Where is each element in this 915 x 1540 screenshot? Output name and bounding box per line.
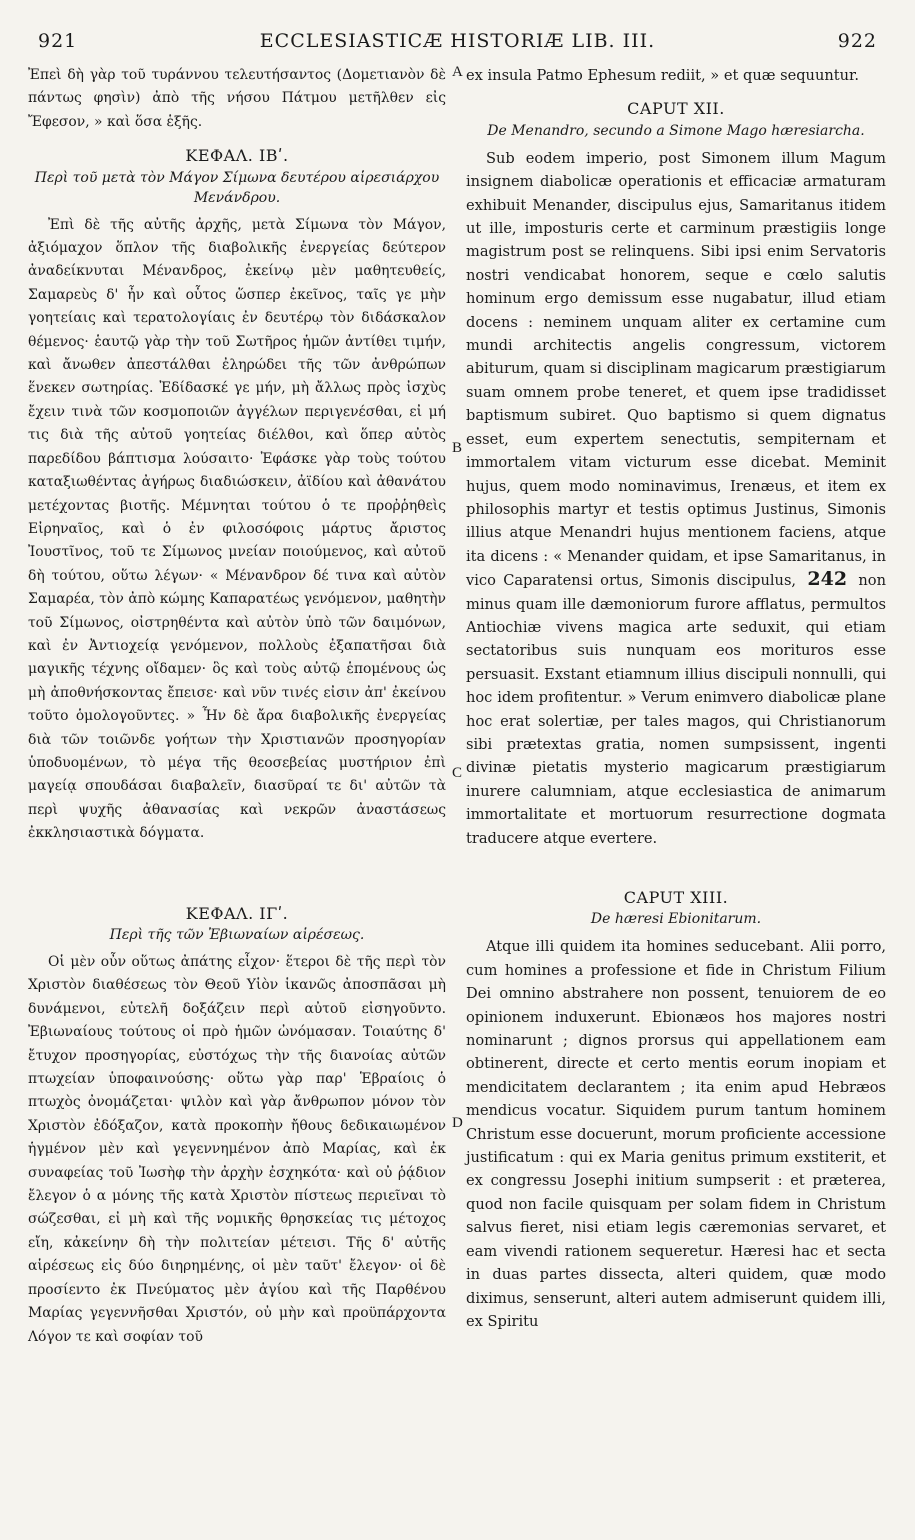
greek-chapter13-heading: ΚΕΦΑΛ. ΙΓʹ. [185,903,289,923]
latin-intro: ex insula Patmo Ephesum rediit, » et quæ sequuntur. [466,67,860,84]
latin-chapter13-title: De hæresi Ebionitarum. [590,911,762,928]
greek-chapter12-text: Ἐπὶ δὲ τῆς αὐτῆς ἀρχῆς, μετὰ Σίμωνα τὸν Μάγον, ἀξιόμαχον ὅπλον τῆς διαβολικῆς ἐνεργείας δεύτερον ἀναδείκνυται Μένανδρος, ἐκείνῳ μὲν μαθητευθείς, Σαμαρεὺς δ' ἦν καὶ οὗτος ὥσπερ ἐκεῖνος, ταῖς γε μὴν γοητείαις καὶ τερατολογίαις ἐν δευτέρῳ τὸν διδάσκαλον θέμενος· ἑαυτῷ γὰρ τὴν τοῦ Σωτῆρος ἡμῶν ἀντίθει τιμήν, καὶ ἄνωθεν ἀπεστάλθαι ἐληρώδει τῆς τῶν ἀνθρώπων ἕνεκεν σωτηρίας. Ἐδίδασκέ γε μήν, μὴ ἄλλως πρὸς ἰσχὺς ἔχειν τινὰ τῶν κοσμοποιῶν ἀγγέλων περιγενέσθαι, εἰ μή τις διὰ τῆς αὐτοῦ γοητείας διέλθοι, καὶ ὅπερ αὐτὸς παρεδίδου βάπτισμα λούσαιτο· Ἐφάσκε γὰρ τοὺς τούτου καταξιωθέντας ἀγήρως διαδιώσκειν, ἀϊδίου καὶ ἀθανάτου μετέχοντας βιοτῆς. Μέμνηται τούτου ὁ τε προῤῥηθεὶς Εἰρηναῖος, καὶ ὁ ἐν φιλοσόφοις μάρτυς ἄριστος Ἰουστῖνος, τοῦ τε Σίμωνος μνείαν ποιούμενος, καὶ αὐτοῦ δὴ τούτου, οὕτω λέγων· « Μένανδρον δέ τινα καὶ αὐτὸν Σαμαρέα, τὸν ἀπὸ κώμης Καπαρατέως γενόμενον, μαθητὴν τοῦ Σίμωνος, οἰστρηθέντα καὶ αὐτὸν ὑπὸ τῶν δαιμόνων, καὶ ἐν Ἀντιοχείᾳ γενόμενον, πολλοὺς ἐξαπατῆσαι διὰ μαγικῆς τέχνης οἴδαμεν· ὃς καὶ τοὺς αὐτῷ ἑπομένους ὡς μὴ ἀποθνήσκοντας ἔπεισε· καὶ νῦν τινές εἰσιν ἀπ' ἐκείνου τοῦτο ὁμολογοῦντες. » Ἦν δὲ ἄρα διαβολικῆς ἐνεργείας διὰ τῶν τοιῶνδε γοήτων τὴν Χριστιανῶν προσηγορίαν ὑποδυομένων, τὸ μέγα τῆς θεοσεβείας μυστήριον ἐπὶ μαγείᾳ σπουδάσαι διαβαλεῖν, διασῦραί τε δι' αὐτῶν τὰ περὶ ψυχῆς ἀθανασίας καὶ νεκρῶν ἀναστάσεως ἐκκλησιαστικὰ δόγματα. [28,216,446,842]
margin-letter-d: D [452,1115,463,1131]
greek-intro: Ἐπεὶ δὴ γὰρ τοῦ τυράννου τελευτήσαντος (Δομετιανὸν δὲ πάντως φησὶν) ἀπὸ τῆς νήσου Πάτμου μετῆλθεν εἰς Ἔφεσον, » καὶ ὅσα ἑξῆς. [28,67,446,130]
greek-chapter12-title: Περὶ τοῦ μετὰ τὸν Μάγον Σίμωνα δευτέρου αἱρεσιάρχου Μενάνδρου. [34,169,440,206]
page-marker: 242 [807,568,848,591]
greek-chapter13-title: Περὶ τῆς τῶν Ἐβιωναίων αἱρέσεως. [109,927,365,943]
margin-letter-a: A [452,64,463,80]
latin-chapter12-text-a: Sub eodem imperio, post Simonem illum Magum insignem diabolicæ operationis et efficaciæ armaturam exhibuit Menander, discipulus ejus, Samaritanus itidem ut ille, imposturis certe et carminum præstigiis longe magistrum post se relinquens. Sibi ipsi enim Servatoris nostri vendicabat honorem, seque e cœlo salutis hominum ergo demissum esse nugabatur, illud etiam docens : neminem unquam aliter ex certamine cum mundi architectis angelis congressum, victorem abiturum, quam si disciplinam magicarum præstigiarum suam omnem probe teneret, et quem ipse tradidisset baptismum subiret. Quo baptismo si quem dignatus esset, eum expertem senectutis, sempiternam et immortalem vitam victurum esse dicebat. Meminit hujus, quem modo nominavimus, Irenæus, et item ex philosophis martyr et testis optimus Justinus, Simonis illius atque Menandri hujus mentionem faciens, atque ita dicens : « Menander quidam, et ipse Samaritanus, in vico Caparatensi ortus, Simonis discipulus, [466,149,886,590]
page-header [38,30,877,60]
page-number-left: 921 [38,30,78,52]
greek-column [28,64,446,1500]
page-number-right: 922 [837,30,877,52]
greek-chapter13-text: Οἱ μὲν οὖν οὕτως ἀπάτης εἶχον· ἕτεροι δὲ τῆς περὶ τὸν Χριστὸν διαθέσεως τὸν Θεοῦ Υἱὸν ἱκανῶς ἀποσπᾶσαι μὴ δυνάμενοι, εὐτελῆ δοξάζειν περὶ αὐτοῦ εἰσηγοῦντο. Ἐβιωναίους τούτους οἱ πρὸ ἡμῶν ὠνόμασαν. Τοιαύτης δ' ἔτυχον προσηγορίας, εὐστόχως τὴν τῆς διανοίας αὐτῶν πτωχείαν ὑποφαινούσης· οὕτω γὰρ παρ' Ἑβραίοις ὁ πτωχὸς ὀνομάζεται· ψιλὸν καὶ γὰρ ἄνθρωπον μόνον τὸν Χριστὸν ἐδόξαζον, κατὰ προκοπὴν ἤθους δεδικαιωμένον ἡγμένον μὲν καὶ γεγεννημένον ἀπὸ Μαρίας, καὶ ἐκ συναφείας τοῦ Ἰωσὴφ τὴν ἀρχὴν ἐσχηκότα· καὶ οὐ ῥᾴδιον ἔλεγον ὁ α μόνης τῆς κατὰ Χριστὸν πίστεως περιεῖναι τὸ σώζεσθαι, εἰ μὴ καὶ τῆς νομικῆς θρησκείας τις μέτοχος εἴη, κἀκείνην δὴ τὴν πολιτείαν μέτεισι. Τῆς δ' αὐτῆς αἱρέσεως εἰς δύο διηρημένης, οἱ μὲν ταῦτ' ἔλεγον· οἱ δὲ προσίεντο ἐκ Πνεύματος μὲν ἁγίου καὶ τῆς Παρθένου Μαρίας γεγεννῆσθαι Χριστόν, οὐ μὴν καὶ προϋπάρχοντα Λόγον τε καὶ σοφίαν τοῦ [28,954,446,1345]
greek-chapter12-heading: ΚΕΦΑΛ. ΙΒʹ. [185,146,289,166]
latin-chapter12-heading: CAPUT XII. [627,99,725,119]
latin-column [466,64,886,1500]
latin-chapter12-title: De Menandro, secundo a Simone Mago hæresiarcha. [487,122,865,139]
running-title: ECCLESIASTICÆ HISTORIÆ LIB. III. [259,30,656,52]
latin-chapter12-text [466,147,886,850]
margin-letter-c: C [452,765,463,781]
latin-chapter13-text: Atque illi quidem ita homines seducebant. Alii porro, cum homines a professione et fide in Christum Filium Dei omnino abstrahere non possent, tenuiorem de eo opinionem induxerunt. Ebionæos hos majores nostri nominarunt ; dignos prorsus qui appellationem eam obtinerent, directe et certo mentis eorum inopiam et mendicitatem declarantem ; ita enim apud Hebræos mendicus vocatur. Siquidem purum tantum hominem Christum esse docuerunt, morum proficiente accessione justificatum : qui ex Maria genitus primum exstiterit, et ex congressu Josephi initium sumpserit : et præterea, quod non facile quisquam per solam fidem in Christum salvus fieret, nisi etiam legis cæremonias servaret, et eam vivendi rationem sequeretur. Hæresi hac et secta in duas partes dissecta, alteri quidem, quæ modo diximus, senserunt, alteri autem admiserunt quidem illi, ex Spiritu [466,938,886,1330]
latin-chapter12-text-b: non minus quam ille dæmoniorum furore afflatus, permultos Antiochiæ vivens magica arte seduxit, qui etiam sectatoribus suis nunquam eos morituros esse persuasit. Exstant etiamnum illius discipuli nonnulli, qui hoc idem profitentur. » Verum enimvero diabolicæ plane hoc erat solertiæ, per tales magos, qui Christianorum sibi prætextas gratia, nomen sumpsissent, ingenti divinæ pietatis mysterio magicarum præstigiarum inurere calumniam, atque ecclesiastica de animarum immortalitate et mortuorum resurrectione dogmata traducere atque evertere. [466,572,886,847]
margin-letter-b: B [452,440,463,456]
latin-chapter13-heading: CAPUT XIII. [623,888,729,907]
